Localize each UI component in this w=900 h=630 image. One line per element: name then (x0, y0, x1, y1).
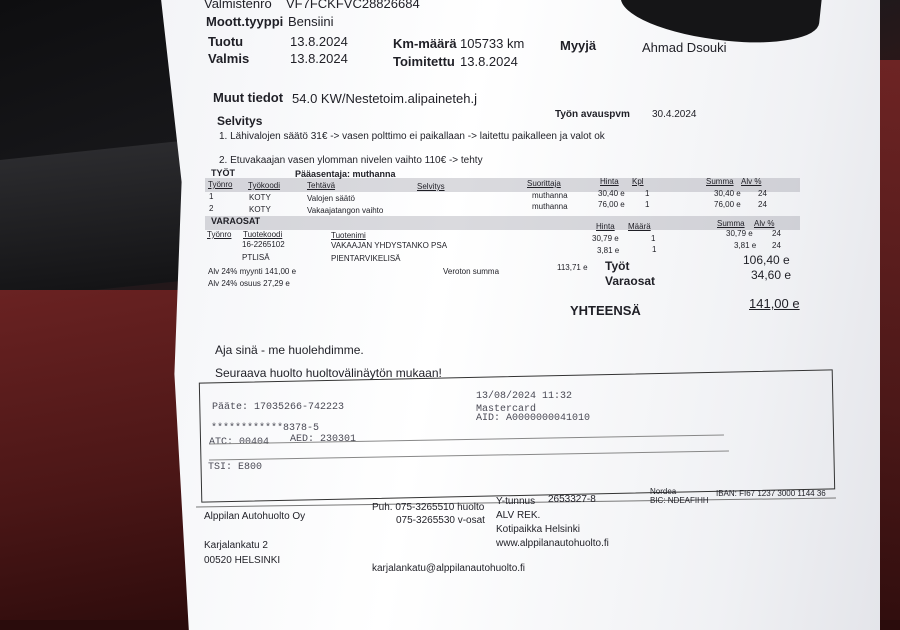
receipt-datetime: 13/08/2024 11:32 (476, 391, 573, 402)
row-sum: 3,81 e (734, 241, 757, 250)
row-code: KOTY (249, 193, 271, 202)
vin-value: VF7FCKFVC28826684 (286, 0, 420, 11)
parts-col-price: Hinta (596, 222, 615, 231)
in-value: 13.8.2024 (290, 34, 348, 49)
footer-web: www.alppilanautohuolto.fi (496, 538, 609, 549)
footer-company: Alppilan Autohuolto Oy (204, 511, 306, 522)
footer-ytunnus-label: Y-tunnus (496, 496, 536, 507)
receipt-terminal: Pääte: 17035266-742223 (212, 402, 345, 413)
explain-line-2: 2. Etuvakaajan vasen ylomman nivelen vaihto 110€ -> tehty (219, 155, 483, 166)
work-col-vat: Alv % (741, 177, 762, 186)
row-price: 30,79 e (592, 234, 619, 243)
opened-value: 30.4.2024 (652, 109, 697, 120)
type-label: Moott.tyyppi (206, 14, 284, 29)
row-task: Vakaajatangon vaihto (307, 206, 384, 215)
work-title: TYÖT (211, 168, 235, 178)
parts-total-value: 34,60 e (751, 268, 792, 282)
footer-email: karjalankatu@alppilanautohuolto.fi (372, 563, 526, 574)
row-performer: muthanna (532, 191, 568, 200)
footer-street: Karjalankatu 2 (204, 540, 268, 551)
row-qty: 1 (652, 245, 657, 254)
footer-bic: BIC: NDEAFIHH (650, 496, 709, 505)
row-price: 30,40 e (598, 189, 625, 198)
seller-value: Ahmad Dsouki (642, 40, 727, 55)
ready-value: 13.8.2024 (290, 51, 348, 66)
parts-title: VARAOSAT (211, 216, 261, 226)
parts-col-vat: Alv % (754, 219, 775, 228)
row-performer: muthanna (532, 202, 568, 211)
row-sum: 30,79 e (726, 229, 753, 238)
work-col-code: Työkoodi (248, 181, 281, 190)
explain-line-1: 1. Lähivalojen säätö 31€ -> vasen polttimo ei paikallaan -> laitettu paikalleen ja valot ok (219, 131, 605, 142)
footer-phone-parts: 075-3265530 v-osat (396, 515, 485, 526)
vin-label: Valmistenro (204, 0, 272, 11)
work-mechanic: Pääasentaja: muthanna (295, 169, 396, 179)
parts-col-qty: Määrä (628, 222, 651, 231)
other-label: Muut tiedot (213, 90, 284, 105)
work-col-price: Hinta (600, 177, 619, 186)
km-value: 105733 km (460, 36, 525, 51)
footer-phone-service: Puh. 075-3265510 huolto (372, 502, 485, 513)
receipt-aed: AED: 230301 (290, 434, 357, 445)
row-name: PIENTARVIKELISÄ (331, 254, 401, 263)
parts-col-number: Työnro (207, 230, 232, 239)
parts-total-label: Varaosat (605, 274, 656, 288)
km-label: Km-määrä (393, 36, 457, 51)
row-qty: 1 (645, 189, 650, 198)
car-seat (0, 140, 190, 300)
row-vat: 24 (758, 200, 767, 209)
row-vat: 24 (772, 229, 781, 238)
row-sum: 30,40 e (714, 189, 741, 198)
row-qty: 1 (645, 200, 650, 209)
row-name: VAKAAJAN YHDYSTANKO PSA (331, 241, 448, 250)
work-col-task: Tehtävä (307, 181, 336, 190)
receipt-card-type: Mastercard (476, 404, 537, 415)
parts-header-bar (205, 216, 800, 230)
type-value: Bensiini (288, 14, 334, 29)
parts-col-name: Tuotenimi (331, 231, 366, 240)
row-vat: 24 (758, 189, 767, 198)
grand-total-value: 141,00 e (749, 296, 800, 311)
opened-label: Työn avauspvm (555, 109, 630, 120)
receipt-card-number: ************8378-5 (211, 423, 320, 434)
parts-col-sum: Summa (717, 219, 745, 228)
work-col-qty: Kpl (632, 177, 644, 186)
work-col-performer: Suorittaja (527, 179, 561, 188)
footer-ytunnus-value: 2653327-8 (548, 494, 596, 505)
row-qty: 1 (651, 234, 656, 243)
vat-share: Alv 24% osuus 27,29 e (208, 279, 290, 288)
seller-label: Myyjä (560, 38, 597, 53)
delivered-value: 13.8.2024 (460, 54, 518, 69)
explain-label: Selvitys (217, 114, 263, 128)
delivered-label: Toimitettu (393, 54, 455, 69)
row-code: 16-2265102 (242, 240, 285, 249)
row-number: 2 (209, 204, 214, 213)
row-task: Valojen säätö (307, 194, 355, 203)
other-value: 54.0 KW/Nestetoim.alipaineteh.j (292, 91, 477, 106)
vat-sales: Alv 24% myynti 141,00 e (208, 267, 297, 276)
footer-bank: Nordea (650, 487, 677, 496)
ready-label: Valmis (208, 51, 250, 66)
net-label: Veroton summa (443, 267, 500, 276)
footer-alv: ALV REK. (496, 510, 541, 521)
row-sum: 76,00 e (714, 200, 741, 209)
row-vat: 24 (772, 241, 781, 250)
work-col-sum: Summa (706, 177, 734, 186)
in-label: Tuotu (208, 34, 244, 49)
footer-domicile: Kotipaikka Helsinki (496, 524, 580, 535)
receipt-aid: AID: A0000000041010 (476, 413, 591, 424)
receipt-tsi: TSI: E800 (208, 462, 263, 473)
row-price: 76,00 e (598, 200, 625, 209)
slogan: Aja sinä - me huolehdimme. (215, 343, 364, 357)
work-col-explain: Selvitys (417, 182, 445, 191)
net-value: 113,71 e (557, 263, 588, 272)
row-code: KOTY (249, 205, 271, 214)
footer-city: 00520 HELSINKI (204, 555, 281, 566)
next-service: Seuraava huolto huoltovälinäytön mukaan! (215, 366, 442, 380)
work-col-number: Työnro (208, 180, 233, 189)
row-code: PTLISÄ (242, 253, 270, 262)
row-price: 3,81 e (597, 246, 620, 255)
parts-col-code: Tuotekoodi (243, 230, 283, 239)
row-number: 1 (209, 192, 214, 201)
work-total-label: Työt (605, 259, 630, 273)
grand-total-label: YHTEENSÄ (570, 303, 641, 318)
work-total-value: 106,40 e (743, 253, 790, 267)
footer-iban: IBAN: FI67 1237 3000 1144 36 (716, 489, 826, 498)
